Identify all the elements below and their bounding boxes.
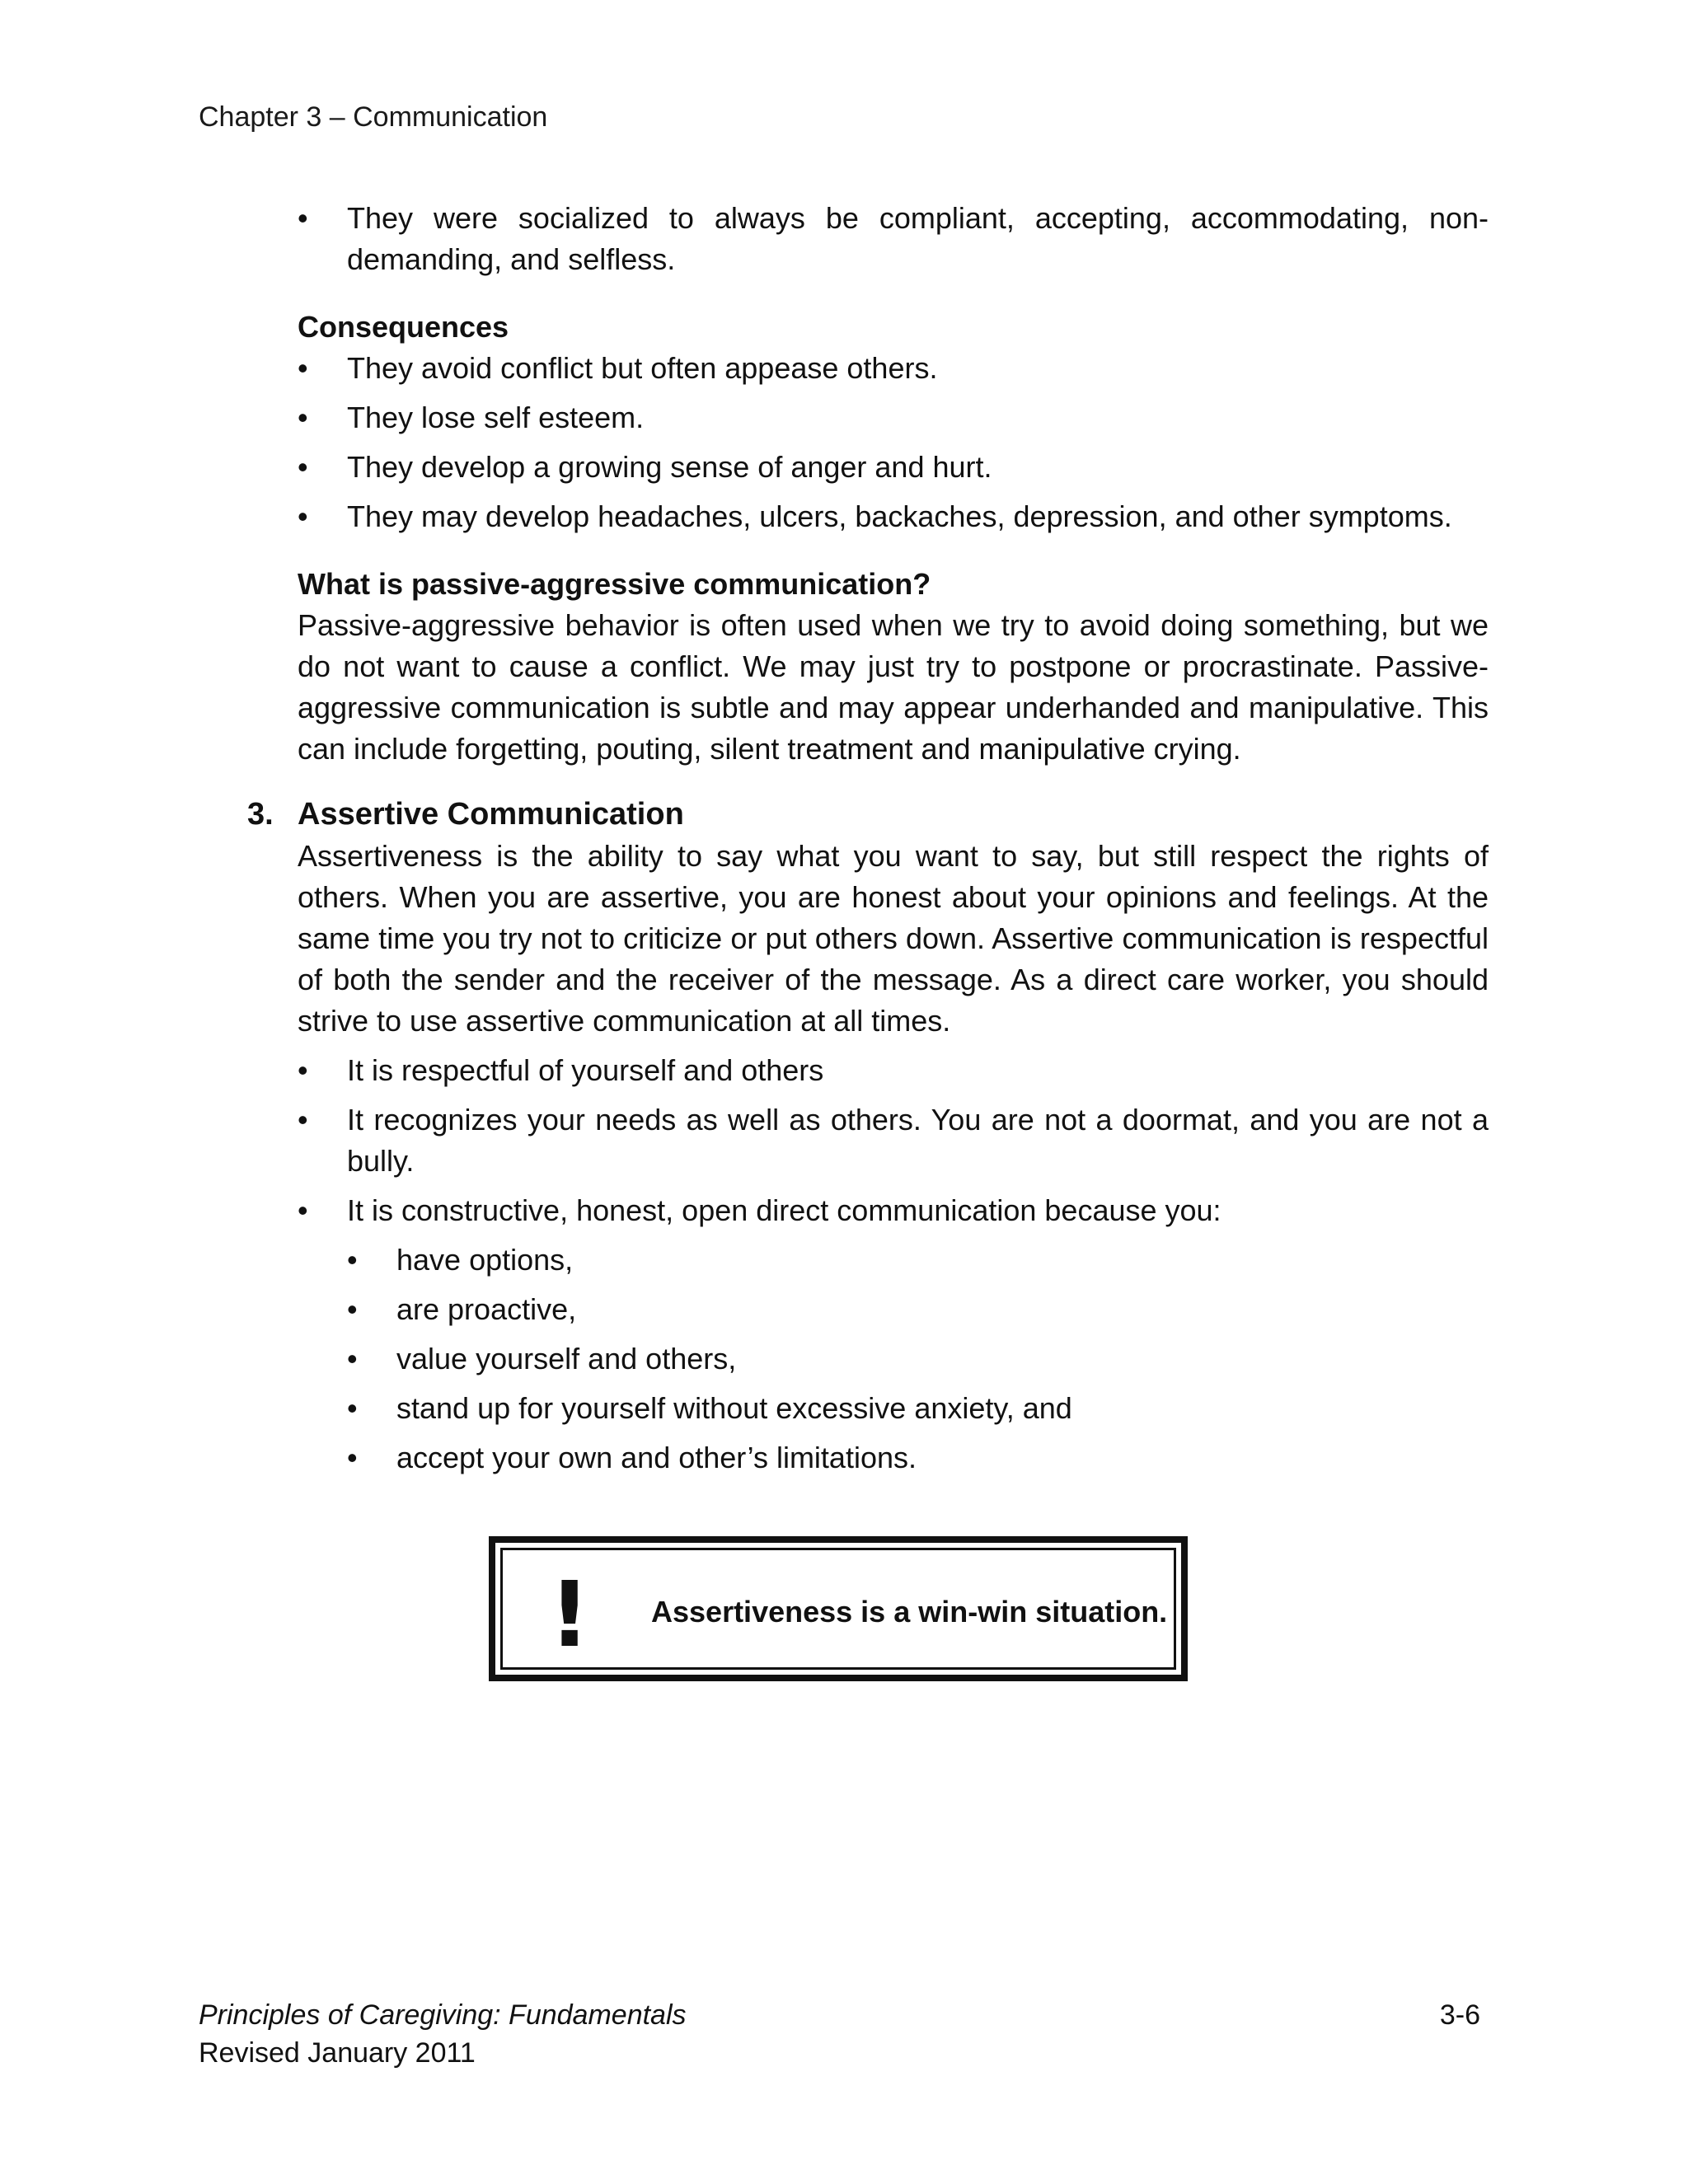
list-item-text: stand up for yourself without excessive anxiety, and <box>396 1391 1072 1425</box>
consequences-list <box>298 348 1489 537</box>
list-item <box>347 1437 1489 1479</box>
bullet-icon: • <box>298 1103 308 1137</box>
list-item <box>298 1190 1489 1231</box>
list-item-text: They lose self esteem. <box>347 401 645 434</box>
footer-book-title: Principles of Caregiving: Fundamentals <box>199 1999 687 2031</box>
consequences-block <box>298 307 1489 537</box>
intro-bullet-list <box>298 198 1489 280</box>
intro-bullets-block <box>298 198 1489 280</box>
list-item <box>298 447 1489 488</box>
section-title: Assertive Communication <box>298 797 684 832</box>
list-item-text: They avoid conflict but often appease others. <box>347 351 938 385</box>
running-header: Chapter 3 – Communication <box>199 101 548 133</box>
footer-page-number: 3-6 <box>1439 1999 1480 2031</box>
list-item-text: They may develop headaches, ulcers, backaches, depression, and other symptoms. <box>347 499 1452 533</box>
bullet-icon: • <box>298 499 308 533</box>
list-item <box>298 1050 1489 1091</box>
list-item <box>298 496 1489 537</box>
assertive-bullet-list <box>298 1050 1489 1231</box>
assertive-paragraph: Assertiveness is the ability to say what you want to say, but still respect the rights of others. When you are assertive, you are honest about your opinions and feelings. At the same time you try not to criticize or put others down. Assertive communication is respectful of both the sender and the receiver of the message. As a direct care worker, you should strive to use assertive communication at all times. <box>298 839 1489 1038</box>
exclamation-icon: ! <box>549 1562 591 1667</box>
list-item-text: It is constructive, honest, open direct communication because you: <box>347 1193 1221 1227</box>
bullet-icon: • <box>298 1193 308 1227</box>
list-item <box>298 1099 1489 1182</box>
footer-revision: Revised January 2011 <box>199 2037 476 2069</box>
list-item-text: They develop a growing sense of anger and hurt. <box>347 450 992 484</box>
bullet-icon: • <box>347 1292 358 1326</box>
page-content <box>0 198 1688 1487</box>
bullet-icon: • <box>347 1391 358 1425</box>
assertive-sub-list <box>347 1240 1489 1479</box>
list-item <box>298 348 1489 389</box>
bullet-icon: • <box>298 401 308 434</box>
list-item-text: are proactive, <box>396 1292 577 1326</box>
list-item <box>347 1338 1489 1380</box>
assertive-block <box>298 836 1489 1479</box>
list-item-text: accept your own and other’s limitations. <box>396 1441 917 1474</box>
bullet-icon: • <box>298 201 308 235</box>
list-item <box>298 198 1489 280</box>
list-item-text: It is respectful of yourself and others <box>347 1053 824 1087</box>
list-item <box>347 1289 1489 1330</box>
list-item <box>347 1240 1489 1281</box>
bullet-icon: • <box>298 1053 308 1087</box>
passive-aggressive-paragraph: Passive-aggressive behavior is often used when we try to avoid doing something, but we do not want to cause a conflict. We may just try to postpone or procrastinate. Passive-aggressive communication is subtle and may appear underhanded and manipulative. This can include forgetting, pouting, silent treatment and manipulative crying. <box>298 608 1489 766</box>
callout-inner-border <box>500 1548 1176 1670</box>
section-number: 3. <box>247 797 274 832</box>
list-item-text: They were socialized to always be compliant, accepting, accommodating, non-demanding, and selfless. <box>347 201 1489 276</box>
list-item-text: value yourself and others, <box>396 1342 737 1376</box>
passive-aggressive-heading: What is passive-aggressive communication? <box>298 567 931 601</box>
callout-box <box>489 1536 1188 1681</box>
callout-text: Assertiveness is a win-win situation. <box>651 1595 1168 1629</box>
consequences-heading: Consequences <box>298 310 509 344</box>
bullet-icon: • <box>298 351 308 385</box>
list-item <box>298 397 1489 438</box>
bullet-icon: • <box>347 1243 358 1277</box>
bullet-icon: • <box>298 450 308 484</box>
list-item-text: have options, <box>396 1243 574 1277</box>
assertive-section-heading <box>247 793 1688 836</box>
list-item-text: It recognizes your needs as well as others. You are not a doormat, and you are not a bully. <box>347 1103 1489 1178</box>
bullet-icon: • <box>347 1441 358 1474</box>
passive-aggressive-block <box>298 564 1489 770</box>
list-item <box>347 1388 1489 1429</box>
bullet-icon: • <box>347 1342 358 1376</box>
